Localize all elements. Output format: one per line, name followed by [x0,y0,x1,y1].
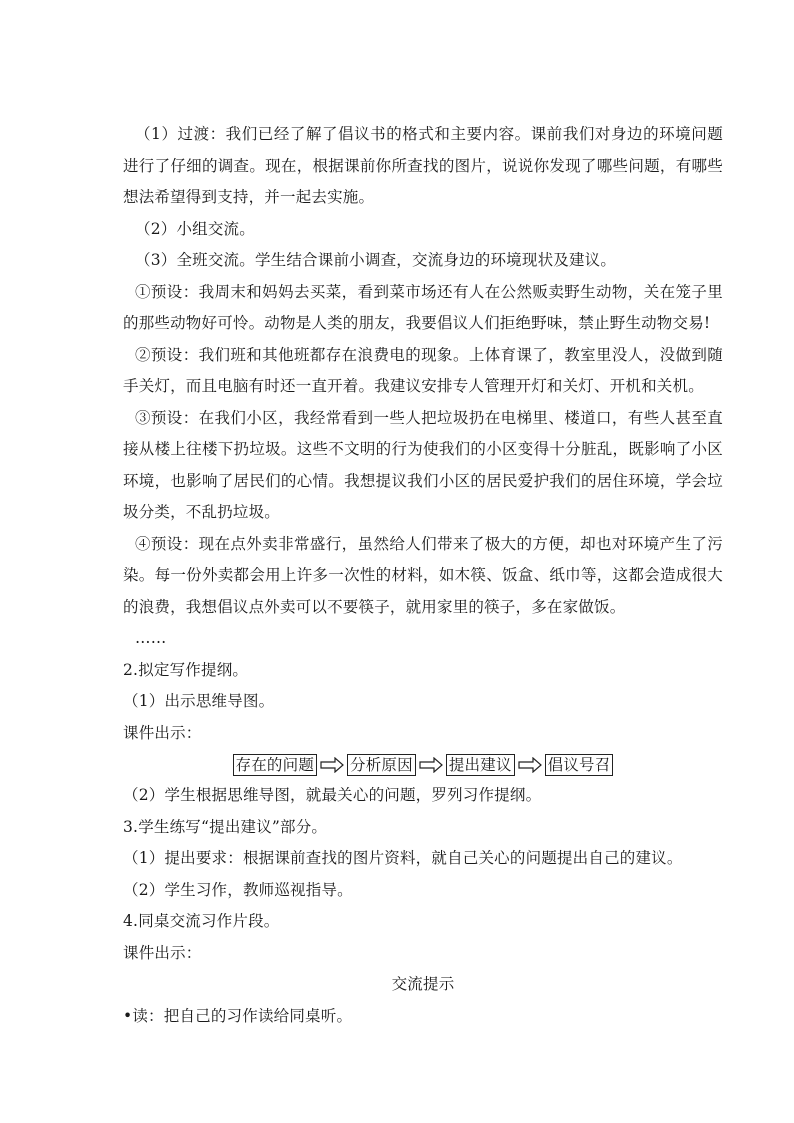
right-hollow-arrow-icon [320,757,344,773]
section-4-courseware-label: 课件出示： [123,943,202,962]
paragraph-preset-2: ②预设：我们班和其他班都存在浪费电的现象。上体育课了，教室里没人，没做到随手关灯，而且电脑有时还一直开着。我建议安排专人管理开灯和关灯、开机和关机。 [123,345,723,395]
right-hollow-arrow-icon [419,757,443,773]
section-2-item-2: （2）学生根据思维导图，就最关心的问题，罗列习作提纲。 [123,786,542,804]
document-body [123,119,723,1032]
flow-step-problems: 存在的问题 [233,754,318,776]
flow-step-suggestions: 提出建议 [446,754,515,776]
flow-step-call-to-action: 倡议号召 [545,754,614,776]
tips-title: 交流提示 [391,975,455,993]
section-4-heading: 4.同桌交流习作片段。 [123,912,280,930]
paragraph-preset-3: ③预设：在我们小区，我经常看到一些人把垃圾扔在电梯里、楼道口，有些人甚至直接从楼上往楼下扔垃圾。这些不文明的行为使我们的小区变得十分脏乱，既影响了小区环境，也影响了居民们的心情。我想提议我们小区的居民爱护我们的居住环境，学会垃圾分类，不乱扔垃圾。 [123,408,723,521]
section-2-item-1: （1）出示思维导图。 [123,692,275,710]
paragraph-class-discussion: （3）全班交流。学生结合课前小调查，交流身边的环境现状及建议。 [135,251,617,269]
flow-step-analyze-causes: 分析原因 [347,754,416,776]
section-3-item-2: （2）学生习作，教师巡视指导。 [123,880,353,899]
paragraph-preset-4: ④预设：现在点外卖非常盛行，虽然给人们带来了极大的方便，却也对环境产生了污染。每一份外卖都会用上许多一次性的材料，如木筷、饭盒、纸巾等，这都会造成很大的浪费，我想倡议点外卖可以不要筷子，就用家里的筷子，多在家做饭。 [123,534,723,616]
section-2-courseware-label: 课件出示： [123,723,202,742]
section-3-item-1: （1）提出要求：根据课前查找的图片资料，就自己关心的问题提出自己的建议。 [123,849,683,867]
section-3-heading: 3.学生练写“提出建议”部分。 [123,817,328,836]
mind-map-flow [123,749,723,780]
right-hollow-arrow-icon [518,757,542,773]
ellipsis: …… [135,629,167,647]
paragraph-transition: （1）过渡：我们已经了解了倡议书的格式和主要内容。课前我们对身边的环境问题进行了仔细的调查。现在，根据课前你所查找的图片，说说你发现了哪些问题，有哪些想法希望得到支持，并一起去实施。 [123,125,723,206]
tip-read: •读：把自己的习作读给同桌听。 [123,1006,353,1025]
paragraph-group-discussion: （2）小组交流。 [135,219,255,238]
section-2-heading: 2.拟定写作提纲。 [123,660,249,679]
paragraph-preset-1: ①预设：我周末和妈妈去买菜，看到菜市场还有人在公然贩卖野生动物，关在笼子里的那些动物好可怜。动物是人类的朋友，我要倡议人们拒绝野味，禁止野生动物交易! [123,282,723,332]
